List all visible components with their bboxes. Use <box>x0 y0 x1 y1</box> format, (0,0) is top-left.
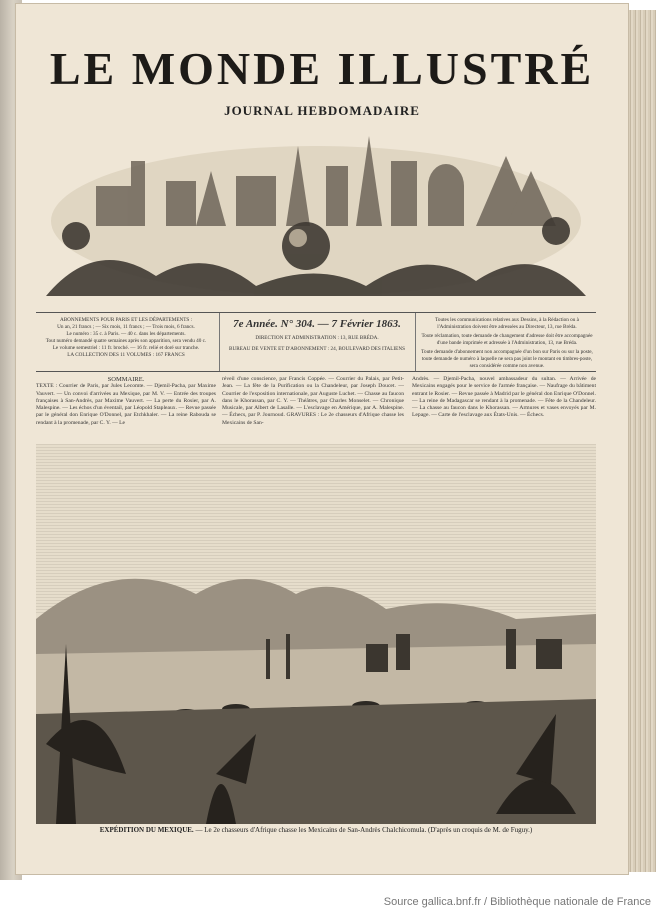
notice-text: Toutes les communications relatives aux Dessins, à la Rédaction ou à l'Administration doivent être adressées au Directeur, 13, rue Bréda. <box>435 317 579 330</box>
administration-notes <box>418 317 596 370</box>
newspaper-page <box>16 4 628 874</box>
notice-text: Toute réclamation, toute demande de changement d'adresse doit être accompagnée d'une bande imprimée et adressée à l'Administration, 13, rue Bréda. <box>421 333 593 346</box>
info-line: Le numéro : 35 c. à Paris. — 40 c. dans les départements. <box>66 331 186 337</box>
summary-heading: SOMMAIRE. <box>107 376 145 383</box>
caption-text: — Le 2e chasseurs d'Afrique chasse les Mexicains de San-Andrès Chalchicomula. (D'après un croquis de M. de Fuguy.) <box>193 826 533 834</box>
summary-text: TEXTE : Courrier de Paris, par Jules Lecomte. — Djemil-Pacha, par Maxime Vauvert. — Un convoi d'arrivées au Mexique, par M. V. — Entrée des troupes françaises à San-Andrès, par Maxime Vauvert. — La perte du Rosier, par A. Malespine. — Les échos d'un éventail, par Léopold Stapleaux. — Revue passée par le général don Enrique O'Donnel, par Etchkhaler. — La reine Rabouda se rendant à la promenade, par C. Y. — Le <box>36 383 216 426</box>
publication-info <box>36 312 596 372</box>
subscription-info <box>36 317 216 359</box>
masthead-title: LE MONDE ILLUSTRÉ <box>49 43 595 94</box>
column-divider <box>415 313 416 371</box>
info-line: LA COLLECTION DES 11 VOLUMES : 167 FRANCS <box>67 352 185 358</box>
info-line: ABONNEMENTS POUR PARIS ET LES DÉPARTEMENTS : <box>59 317 193 323</box>
main-engraving <box>36 444 596 824</box>
masthead-engraving <box>36 126 596 306</box>
issue-info <box>222 317 412 353</box>
summary-section <box>36 376 596 438</box>
info-line: Le volume semestriel : 11 fr. broché. — 16 fr. relié et doré sur tranche. <box>52 345 200 351</box>
masthead-subtitle: JOURNAL HEBDOMADAIRE <box>224 103 420 118</box>
source-credit: Source gallica.bnf.fr / Bibliothèque nationale de France <box>383 896 651 908</box>
page-stack-edge <box>628 10 656 872</box>
column-divider <box>219 313 220 371</box>
summary-column-1 <box>36 376 216 427</box>
summary-column-3: Andrès. — Djemil-Pacha, nouvel ambassadeur du sultan. — Arrivée de Mexicains engagés pour le service de l'armée française. — Naufrage du bâtiment entrant le Rosier. — Revue passée à Madrid par le général don Enrique O'Donnel. — La reine de Madagascar se rendant à la promenade. — Fête de la Chandeleur. — La chasse au faucon dans le Khorassan. — Armures et vases envoyés par M. Lepage. — Carte de l'esclavage aux États-Unis. — Échecs. <box>412 376 596 419</box>
info-line: Tout numéro demandé quatre semaines après son apparition, sera vendu 40 c. <box>45 338 207 344</box>
bureau-address: BUREAU DE VENTE ET D'ABONNEMENT : 24, BOULEVARD DES ITALIENS <box>229 346 405 352</box>
notice-text: Toute demande d'abonnement non accompagnée d'un bon sur Paris ou sur la poste, toute demande de numéro à laquelle ne sera pas joint le montant en timbres-poste, sera considérée comme non avenue. <box>421 349 593 369</box>
caption-title: EXPÉDITION DU MEXIQUE. <box>99 826 194 834</box>
summary-column-2: réveil d'une conscience, par Francis Coppée. — Courrier du Palais, par Petit-Jean. — La fête de la Purification ou la Chandeleur, par Joseph Doucet. — Courrier de l'exposition internationale, par Auguste Luchet. — Chasse au faucon dans le Khorassan, par C. Y. — Théâtres, par Charles Monselet. — Chronique Musicale, par Albert de Lasalle. — L'esclavage en Amérique, par A. Malespine. — Échecs, par P. Journoud. GRAVURES : Le 2e chasseurs d'Afrique chasse les Mexicains de San- <box>222 376 404 426</box>
illustration-caption <box>36 826 596 834</box>
direction-address: DIRECTION ET ADMINISTRATION : 13, RUE BRÉDA. <box>255 335 379 341</box>
info-line: Un an, 21 francs ; — Six mois, 11 francs ; — Trois mois, 6 francs. <box>57 324 195 330</box>
issue-number: 7e Année. N° 304. — 7 Février 1863. <box>233 318 401 330</box>
